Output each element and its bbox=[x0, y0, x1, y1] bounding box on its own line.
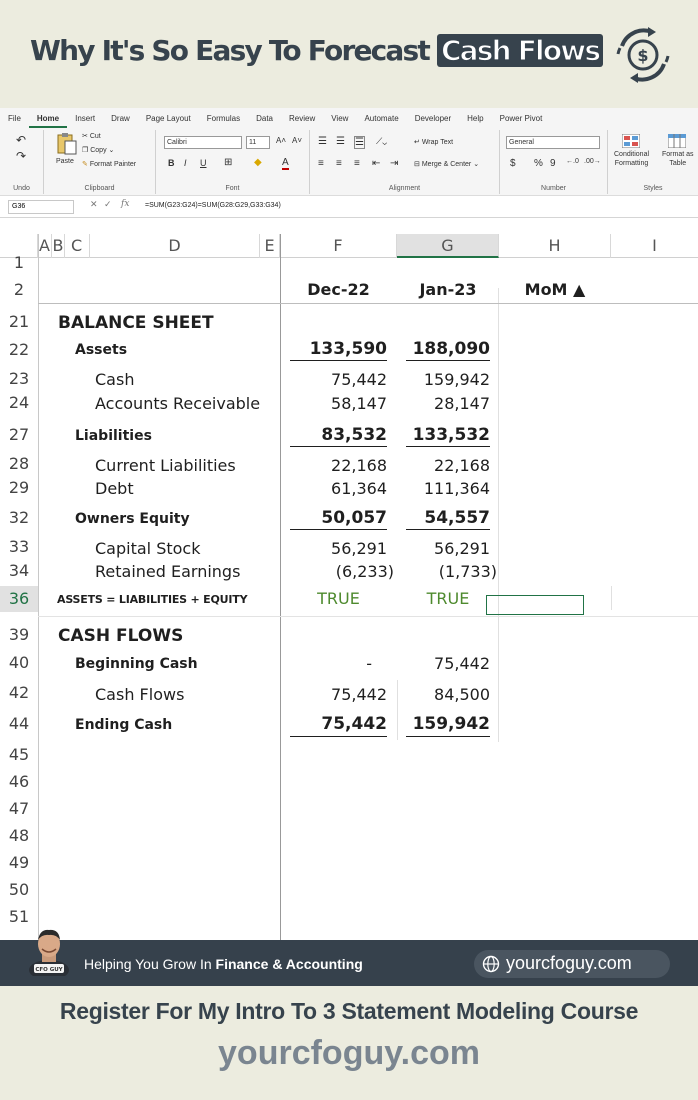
section-title-balance-sheet[interactable]: BALANCE SHEET bbox=[58, 313, 214, 333]
value-debt-dec[interactable]: 61,364 bbox=[331, 479, 387, 498]
freeze-pane-divider bbox=[280, 234, 281, 940]
tab-review[interactable]: Review bbox=[289, 114, 316, 123]
shrink-font-button[interactable]: A˅ bbox=[292, 136, 303, 145]
value-equity-dec[interactable]: 50,057 bbox=[321, 508, 387, 528]
row-header-46[interactable]: 46 bbox=[8, 772, 30, 791]
total-underline bbox=[290, 736, 387, 737]
column-header-bar bbox=[0, 234, 698, 258]
clipboard-group-label: Clipboard bbox=[84, 185, 115, 192]
column-header-h[interactable]: H bbox=[499, 234, 611, 258]
cash-cycle-icon bbox=[612, 24, 674, 86]
value-ar-dec[interactable]: 58,147 bbox=[331, 394, 387, 413]
excel-ribbon bbox=[0, 108, 698, 196]
value-balance-check-jan[interactable]: TRUE bbox=[426, 589, 470, 608]
tab-view[interactable]: View bbox=[331, 114, 349, 123]
font-group-label: Font bbox=[225, 185, 240, 192]
alignment-group-label: Alignment bbox=[388, 185, 421, 192]
column-header-d[interactable]: D bbox=[90, 234, 260, 258]
tab-help[interactable]: Help bbox=[467, 114, 484, 123]
label-current-liabilities[interactable]: Current Liabilities bbox=[95, 456, 236, 475]
conditional-formatting-icon[interactable] bbox=[622, 134, 640, 148]
row-header-50[interactable]: 50 bbox=[8, 880, 30, 899]
total-underline bbox=[406, 736, 490, 737]
label-balance-check[interactable]: ASSETS = LIABILITIES + EQUITY bbox=[57, 593, 248, 606]
header-jan-23[interactable]: Jan-23 bbox=[419, 280, 477, 299]
value-retained-earnings-dec[interactable]: (6,233) bbox=[335, 562, 394, 581]
website-pill[interactable] bbox=[474, 950, 670, 978]
column-header-b[interactable]: B bbox=[52, 234, 65, 258]
align-middle-icon[interactable]: ☰ bbox=[336, 136, 345, 147]
alignment-group bbox=[310, 130, 500, 194]
label-liabilities[interactable]: Liabilities bbox=[75, 428, 152, 444]
value-beginning-cash-dec[interactable]: - bbox=[366, 654, 372, 673]
total-underline bbox=[290, 446, 387, 447]
clipboard-group bbox=[44, 130, 156, 194]
value-equity-jan[interactable]: 54,557 bbox=[424, 508, 490, 528]
column-header-i[interactable]: I bbox=[652, 236, 657, 255]
ribbon-tabs bbox=[0, 112, 550, 128]
currency-button[interactable]: $ bbox=[510, 158, 516, 169]
row-header-36[interactable]: 36 bbox=[0, 586, 38, 612]
footer-tagline-text: Helping You Grow In bbox=[84, 956, 212, 972]
underline-button[interactable]: U bbox=[200, 158, 207, 168]
label-assets[interactable]: Assets bbox=[75, 342, 128, 358]
value-capital-stock-dec[interactable]: 56,291 bbox=[331, 539, 387, 558]
undo-group bbox=[0, 130, 44, 194]
merge-center-button[interactable]: ⊟ Merge & Center ⌄ bbox=[414, 161, 480, 168]
value-liabilities-jan[interactable]: 133,532 bbox=[412, 425, 490, 445]
row-header-48[interactable]: 48 bbox=[8, 826, 30, 845]
borders-icon[interactable]: ⊞ bbox=[224, 157, 233, 168]
row-header-divider bbox=[38, 234, 39, 940]
row-header-28[interactable]: 28 bbox=[8, 454, 30, 473]
active-cell-selection[interactable] bbox=[486, 595, 584, 615]
total-underline bbox=[290, 360, 387, 361]
section-title-cash-flows[interactable]: CASH FLOWS bbox=[58, 626, 184, 646]
paste-icon[interactable] bbox=[56, 132, 78, 156]
grid-column-line bbox=[397, 680, 398, 740]
label-owners-equity[interactable]: Owners Equity bbox=[75, 511, 190, 527]
total-underline bbox=[406, 446, 490, 447]
tab-page-layout[interactable]: Page Layout bbox=[145, 114, 191, 123]
tab-insert[interactable]: Insert bbox=[75, 114, 96, 123]
font-size-dropdown[interactable]: 11 bbox=[246, 136, 270, 149]
tab-home[interactable]: Home bbox=[29, 112, 67, 128]
format-as-table-icon[interactable] bbox=[668, 134, 686, 148]
styles-group bbox=[608, 130, 698, 194]
tab-power-pivot[interactable]: Power Pivot bbox=[499, 114, 543, 123]
website-link[interactable]: yourcfoguy.com bbox=[506, 953, 632, 973]
merge-icon: ⊟ bbox=[414, 161, 420, 168]
value-beginning-cash-jan[interactable]: 75,442 bbox=[434, 654, 490, 673]
row-header-45[interactable]: 45 bbox=[8, 745, 30, 764]
paste-button[interactable]: Paste bbox=[56, 158, 74, 165]
value-debt-jan[interactable]: 111,364 bbox=[423, 479, 490, 498]
value-ending-cash-dec[interactable]: 75,442 bbox=[321, 714, 387, 734]
header-dec-22[interactable]: Dec-22 bbox=[307, 280, 370, 299]
column-header-g[interactable]: G bbox=[397, 234, 499, 258]
header-mom[interactable]: MoM ▲ bbox=[524, 280, 586, 299]
row-header-33[interactable]: 33 bbox=[8, 537, 30, 556]
label-capital-stock[interactable]: Capital Stock bbox=[95, 539, 201, 558]
footer-tagline bbox=[84, 956, 363, 972]
globe-icon bbox=[482, 955, 500, 973]
row-header-32[interactable]: 32 bbox=[8, 508, 30, 527]
value-balance-check-dec[interactable]: TRUE bbox=[317, 589, 360, 608]
row-header-40[interactable]: 40 bbox=[8, 653, 30, 672]
undo-icon[interactable]: ↶ bbox=[16, 133, 27, 147]
column-header-a[interactable]: A bbox=[38, 234, 52, 258]
bold-button[interactable]: B bbox=[168, 158, 175, 168]
align-bottom-icon[interactable]: ☰ bbox=[355, 137, 364, 148]
grid-row-line bbox=[38, 616, 698, 617]
fill-color-icon[interactable]: ◆ bbox=[254, 157, 262, 168]
value-ar-jan[interactable]: 28,147 bbox=[434, 394, 490, 413]
font-name-dropdown[interactable]: Calibri bbox=[164, 136, 242, 149]
row-header-47[interactable]: 47 bbox=[8, 799, 30, 818]
align-right-icon[interactable]: ≡ bbox=[354, 158, 360, 169]
row-header-22[interactable]: 22 bbox=[8, 340, 30, 359]
column-header-c[interactable]: C bbox=[65, 234, 90, 258]
merge-center-label: Merge & Center bbox=[421, 161, 472, 168]
value-cash-flows-jan[interactable]: 84,500 bbox=[434, 685, 490, 704]
footer-tagline-bold: Finance & Accounting bbox=[215, 956, 363, 972]
value-ending-cash-jan[interactable]: 159,942 bbox=[412, 714, 490, 734]
grid-column-line bbox=[498, 288, 499, 742]
value-retained-earnings-jan[interactable]: (1,733) bbox=[438, 562, 497, 581]
conditional-formatting-button[interactable]: Conditional Formatting bbox=[614, 151, 650, 167]
enter-icon[interactable]: ✓ bbox=[104, 199, 112, 209]
formula-input[interactable]: =SUM(G23:G24)=SUM(G28:G29,G33:G34) bbox=[145, 202, 281, 209]
name-box[interactable]: G36 bbox=[8, 200, 74, 214]
svg-text:$: $ bbox=[637, 46, 649, 65]
wrap-text-icon: ↵ bbox=[414, 139, 420, 146]
course-site[interactable]: yourcfoguy.com bbox=[218, 1034, 480, 1072]
increase-decimal-icon[interactable]: ←.0 bbox=[566, 158, 579, 165]
comma-style-button[interactable]: 9 bbox=[550, 158, 556, 169]
label-debt[interactable]: Debt bbox=[95, 479, 134, 498]
column-header-f[interactable]: F bbox=[280, 234, 397, 258]
copy-button[interactable]: ❐ Copy ⌄ bbox=[82, 147, 115, 154]
grid-column-line bbox=[611, 586, 612, 610]
value-current-liabilities-dec[interactable]: 22,168 bbox=[331, 456, 387, 475]
styles-group-label: Styles bbox=[643, 185, 663, 192]
banner-title-text: Why It's So Easy To Forecast bbox=[30, 34, 429, 67]
row-header-44[interactable]: 44 bbox=[8, 714, 30, 733]
row-header-2[interactable]: 2 bbox=[13, 280, 25, 299]
tab-automate[interactable]: Automate bbox=[364, 114, 399, 123]
header-row-border bbox=[38, 303, 698, 304]
worksheet[interactable] bbox=[0, 218, 698, 940]
value-assets-jan[interactable]: 188,090 bbox=[412, 339, 490, 359]
row-header-51[interactable]: 51 bbox=[8, 907, 30, 926]
label-cash-flows[interactable]: Cash Flows bbox=[95, 685, 185, 704]
wrap-text-label: Wrap Text bbox=[421, 139, 454, 146]
tab-developer[interactable]: Developer bbox=[414, 114, 452, 123]
row-header-34[interactable]: 34 bbox=[8, 561, 30, 580]
label-retained-earnings[interactable]: Retained Earnings bbox=[95, 562, 241, 581]
total-underline bbox=[406, 529, 490, 530]
percent-button[interactable]: % bbox=[534, 158, 543, 169]
decrease-indent-icon[interactable]: ⇤ bbox=[372, 158, 381, 169]
row-header-27[interactable]: 27 bbox=[8, 425, 30, 444]
insert-function-icon[interactable]: fx bbox=[121, 199, 130, 209]
value-cash-flows-dec[interactable]: 75,442 bbox=[331, 685, 387, 704]
grow-font-button[interactable]: A˄ bbox=[276, 136, 287, 145]
value-capital-stock-jan[interactable]: 56,291 bbox=[434, 539, 490, 558]
number-group bbox=[500, 130, 608, 194]
align-center-icon[interactable]: ≡ bbox=[336, 158, 342, 169]
row-header-21[interactable]: 21 bbox=[8, 312, 30, 331]
scissors-icon: ✂ bbox=[82, 133, 88, 140]
format-painter-label: Format Painter bbox=[89, 161, 137, 168]
decrease-decimal-icon[interactable]: .00→ bbox=[584, 158, 601, 165]
total-underline bbox=[290, 529, 387, 530]
row-header-24[interactable]: 24 bbox=[8, 393, 30, 412]
label-ending-cash[interactable]: Ending Cash bbox=[75, 717, 173, 733]
label-beginning-cash[interactable]: Beginning Cash bbox=[75, 656, 198, 672]
value-current-liabilities-jan[interactable]: 22,168 bbox=[434, 456, 490, 475]
value-assets-dec[interactable]: 133,590 bbox=[309, 339, 387, 359]
label-cash[interactable]: Cash bbox=[95, 370, 135, 389]
row-header-42[interactable]: 42 bbox=[8, 683, 30, 702]
cut-button[interactable] bbox=[82, 132, 101, 140]
tab-file[interactable]: File bbox=[8, 114, 21, 123]
tab-draw[interactable]: Draw bbox=[111, 114, 130, 123]
tab-data[interactable]: Data bbox=[256, 114, 273, 123]
number-format-dropdown[interactable]: General bbox=[506, 136, 600, 149]
font-color-button[interactable]: A bbox=[282, 157, 289, 168]
formula-bar bbox=[0, 196, 698, 218]
value-cash-jan[interactable]: 159,942 bbox=[423, 370, 490, 389]
title-banner bbox=[0, 0, 698, 108]
italic-button[interactable]: I bbox=[184, 158, 187, 168]
wrap-text-button[interactable] bbox=[414, 138, 453, 146]
column-header-e[interactable]: E bbox=[260, 234, 280, 258]
value-liabilities-dec[interactable]: 83,532 bbox=[321, 425, 387, 445]
brush-icon: ✎ bbox=[82, 161, 88, 168]
course-cta: Register For My Intro To 3 Statement Modeling Course bbox=[59, 998, 639, 1024]
total-underline bbox=[406, 360, 490, 361]
copy-icon: ❐ bbox=[82, 147, 89, 154]
row-header-49[interactable]: 49 bbox=[8, 853, 30, 872]
align-top-icon[interactable]: ☰ bbox=[318, 136, 327, 147]
format-as-table-button[interactable]: Format as Table bbox=[662, 151, 694, 167]
banner-title-highlight: Cash Flows bbox=[437, 34, 603, 67]
label-accounts-receivable[interactable]: Accounts Receivable bbox=[95, 394, 261, 413]
row-header-39[interactable]: 39 bbox=[8, 625, 30, 644]
banner-title bbox=[30, 34, 603, 67]
tab-formulas[interactable]: Formulas bbox=[206, 114, 241, 123]
font-group bbox=[156, 130, 310, 194]
format-painter-button[interactable] bbox=[82, 160, 136, 168]
increase-indent-icon[interactable]: ⇥ bbox=[390, 158, 399, 169]
row-header-29[interactable]: 29 bbox=[8, 478, 30, 497]
orientation-icon[interactable]: ⟋⌄ bbox=[376, 136, 388, 146]
row-header-1[interactable]: 1 bbox=[13, 253, 25, 272]
align-left-icon[interactable]: ≡ bbox=[318, 158, 324, 169]
row-header-23[interactable]: 23 bbox=[8, 369, 30, 388]
value-cash-dec[interactable]: 75,442 bbox=[331, 370, 387, 389]
copy-label: Copy bbox=[90, 147, 107, 154]
cut-label: Cut bbox=[89, 133, 101, 140]
number-group-label: Number bbox=[541, 185, 566, 192]
avatar bbox=[26, 924, 72, 976]
cancel-icon[interactable]: ✕ bbox=[90, 199, 98, 209]
avatar-badge: CFO GUY bbox=[35, 967, 63, 973]
redo-icon[interactable]: ↷ bbox=[16, 149, 27, 163]
undo-group-label: Undo bbox=[13, 185, 30, 192]
